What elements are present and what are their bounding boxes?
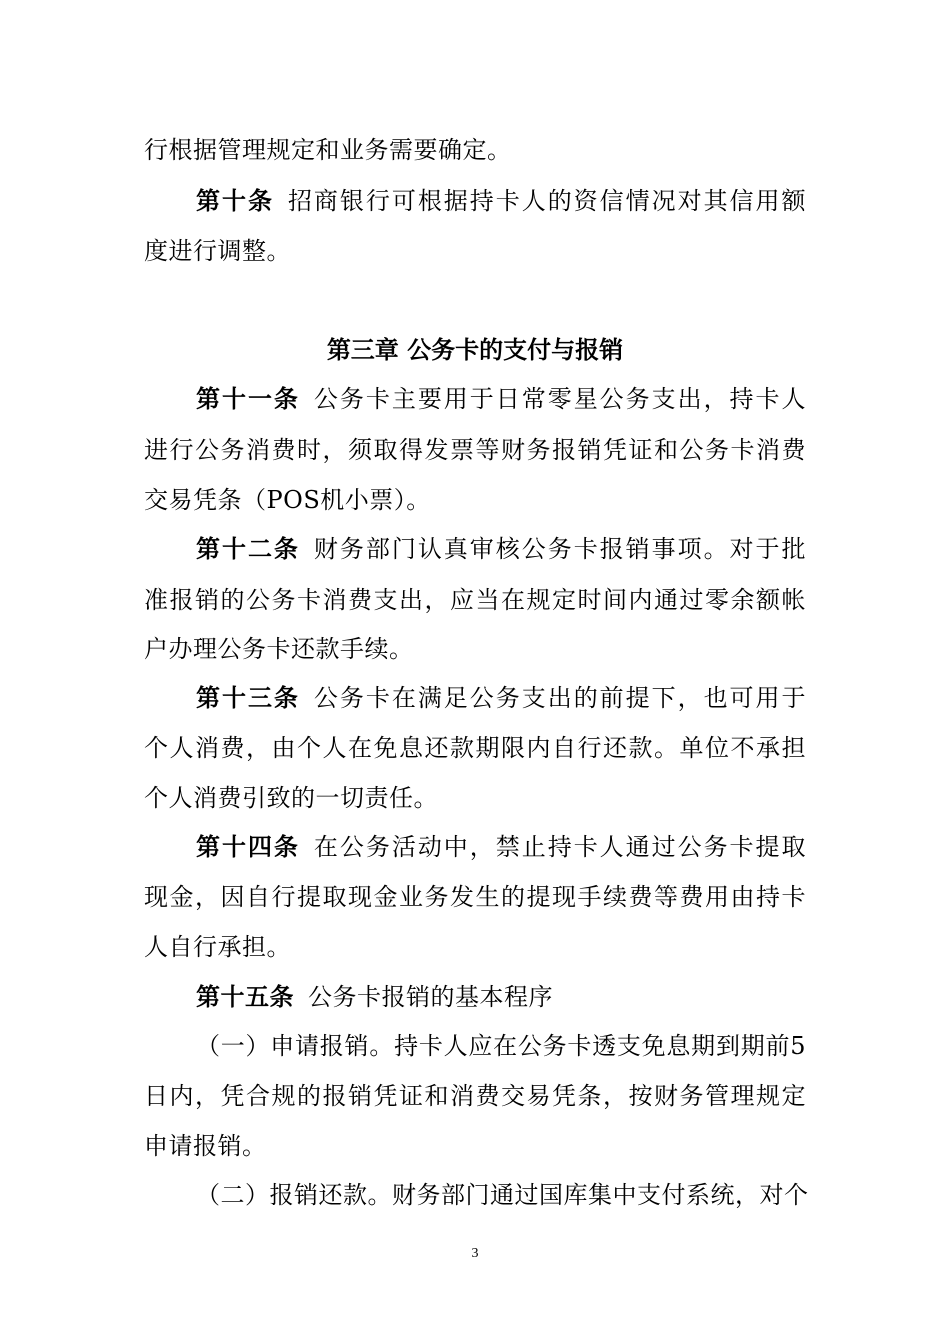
article-13-text-1: 公务卡在满足公务支出的前提下，也可用于 xyxy=(313,684,807,712)
article-11-text-1: 公务卡主要用于日常零星公务支出，持卡人 xyxy=(313,385,807,413)
chapter-title: 第三章 公务卡的支付与报销 xyxy=(326,336,624,364)
article-13-line-2: 个人消费，由个人在免息还款期限内自行还款。单位不承担 xyxy=(144,734,806,762)
article-13-line-3: 个人消费引致的一切责任。 xyxy=(144,784,438,812)
article-11-label: 第十一条 xyxy=(196,385,300,413)
article-10-line-1 xyxy=(196,183,806,219)
item-2-line-1: （二）报销还款。财务部门通过国库集中支付系统，对个 xyxy=(196,1181,809,1209)
article-11-line-3: 交易凭条（POS机小票）。 xyxy=(144,486,431,514)
article-13-line-1 xyxy=(196,680,806,716)
item-1-line-1: （一）申请报销。持卡人应在公务卡透支免息期到期前5 xyxy=(196,1032,806,1060)
article-14-line-3: 人自行承担。 xyxy=(144,933,291,961)
article-14-line-2: 现金，因自行提取现金业务发生的提现手续费等费用由持卡 xyxy=(144,883,806,911)
article-15-label: 第十五条 xyxy=(196,983,294,1011)
article-13-label: 第十三条 xyxy=(196,684,300,712)
article-12-text-1: 财务部门认真审核公务卡报销事项。对于批 xyxy=(313,535,807,563)
item-1-line-2: 日内，凭合规的报销凭证和消费交易凭条，按财务管理规定 xyxy=(144,1082,806,1110)
article-12-line-3: 户办理公务卡还款手续。 xyxy=(144,635,414,663)
article-12-line-2: 准报销的公务卡消费支出，应当在规定时间内通过零余额帐 xyxy=(144,586,806,614)
article-11-line-1 xyxy=(196,381,806,417)
article-11-line-2: 进行公务消费时，须取得发票等财务报销凭证和公务卡消费 xyxy=(144,436,806,464)
article-12-label: 第十二条 xyxy=(196,535,300,563)
article-10-text-1: 招商银行可根据持卡人的资信情况对其信用额 xyxy=(287,187,807,215)
article-15-line-1 xyxy=(196,979,806,1015)
paragraph-continuation: 行根据管理规定和业务需要确定。 xyxy=(144,136,512,164)
article-14-line-1 xyxy=(196,829,806,865)
article-10-line-2: 度进行调整。 xyxy=(144,237,291,265)
page-number: 3 xyxy=(471,1246,479,1261)
item-1-line-3: 申请报销。 xyxy=(144,1132,267,1160)
article-14-text-1: 在公务活动中，禁止持卡人通过公务卡提取 xyxy=(313,833,807,861)
article-12-line-1 xyxy=(196,531,806,567)
article-10-label: 第十条 xyxy=(196,187,274,215)
article-14-label: 第十四条 xyxy=(196,833,300,861)
article-15-text-1: 公务卡报销的基本程序 xyxy=(308,983,553,1011)
